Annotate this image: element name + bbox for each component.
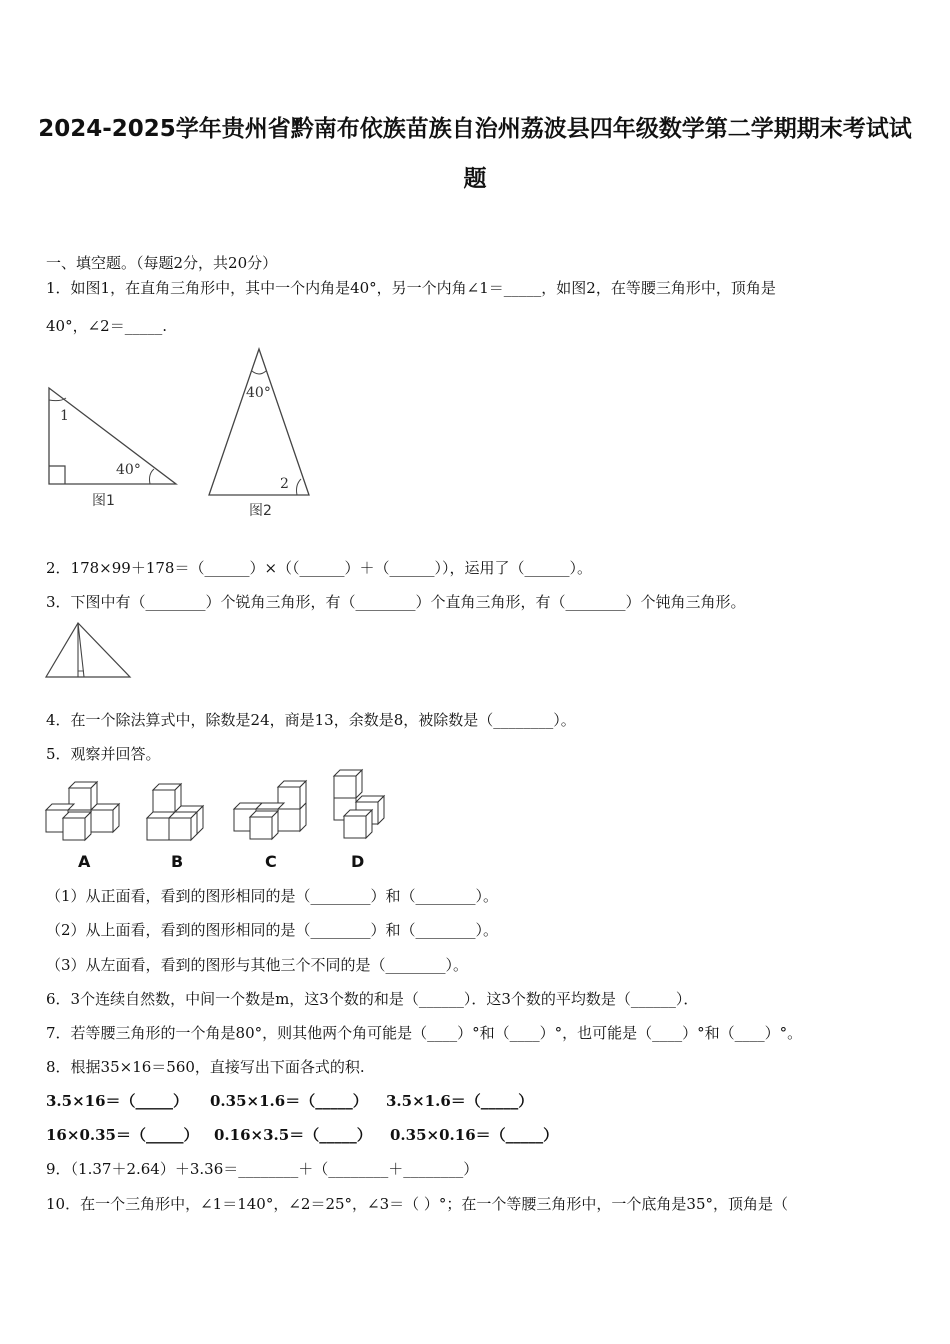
- question-4: 4．在一个除法算式中，除数是24，商是13，余数是8，被除数是（________）。: [46, 711, 576, 729]
- angle-40-label-fig1: 40°: [116, 462, 141, 478]
- question-7: 7．若等腰三角形的一个角是80°，则其他两个角可能是（____）°和（____）°，也可能是（____）°和（____）°。: [46, 1024, 803, 1042]
- cube-figure-c: [232, 775, 317, 845]
- section-heading: 一、填空题。（每题2分，共20分）: [46, 254, 278, 272]
- cube-label-d: D: [351, 852, 365, 871]
- cube-label-c: C: [265, 852, 277, 871]
- question-3: 3．下图中有（________）个锐角三角形，有（________）个直角三角形，有（________）个钝角三角形。: [46, 593, 746, 611]
- q8-item-5: 0.16×3.5＝（_____）: [214, 1126, 372, 1144]
- q8-item-4: 16×0.35＝（_____）: [46, 1126, 199, 1144]
- figure-1-caption: 图1: [92, 493, 115, 509]
- question-1-line1: 1．如图1，在直角三角形中，其中一个内角是40°，另一个内角∠1＝_____，如图2，在等腰三角形中，顶角是: [46, 279, 776, 297]
- angle-2-label: 2: [280, 476, 289, 492]
- question-2: 2．178×99＋178＝（______）×（（______）＋（______）），运用了（______）。: [46, 559, 593, 577]
- q8-item-6: 0.35×0.16＝（_____）: [390, 1126, 559, 1144]
- cube-figure-d: [332, 770, 397, 845]
- angle-40-label-fig2: 40°: [246, 385, 271, 401]
- question-3-triangle-figure: [44, 620, 134, 682]
- question-9: 9．（1.37＋2.64）＋3.36＝________＋（________＋________）: [46, 1160, 479, 1178]
- question-6: 6．3个连续自然数，中间一个数是m，这3个数的和是（______）．这3个数的平均数是（______）．: [46, 990, 699, 1008]
- cube-label-b: B: [171, 852, 184, 871]
- question-5: 5．观察并回答。: [46, 745, 161, 763]
- question-5-sub1: （1）从正面看，看到的图形相同的是（________）和（________）。: [46, 887, 499, 905]
- question-5-sub2: （2）从上面看，看到的图形相同的是（________）和（________）。: [46, 921, 499, 939]
- cube-figure-a: [44, 780, 124, 845]
- question-5-sub3: （3）从左面看，看到的图形与其他三个不同的是（________）。: [46, 956, 469, 974]
- figure-2-caption: 图2: [249, 503, 272, 519]
- figure-2-isosceles-triangle: [205, 345, 315, 500]
- q8-item-1: 3.5×16＝（_____）: [46, 1092, 189, 1110]
- question-8: 8．根据35×16＝560，直接写出下面各式的积.: [46, 1058, 365, 1076]
- q8-item-3: 3.5×1.6＝（_____）: [386, 1092, 534, 1110]
- figure-1-right-triangle: [40, 380, 190, 490]
- cube-figure-b: [145, 780, 215, 845]
- angle-1-label: 1: [60, 408, 69, 424]
- question-1-line2: 40°，∠2＝_____.: [46, 317, 167, 335]
- cube-label-a: A: [78, 852, 91, 871]
- question-10: 10．在一个三角形中，∠1＝140°，∠2＝25°，∠3＝（ ）°；在一个等腰三角形中，一个底角是35°，顶角是（: [46, 1195, 788, 1213]
- page-title-line1: 2024-2025学年贵州省黔南布依族苗族自治州荔波县四年级数学第二学期期末考试试: [38, 116, 912, 142]
- q8-item-2: 0.35×1.6＝（_____）: [210, 1092, 368, 1110]
- page-title-line2: 题: [463, 166, 487, 192]
